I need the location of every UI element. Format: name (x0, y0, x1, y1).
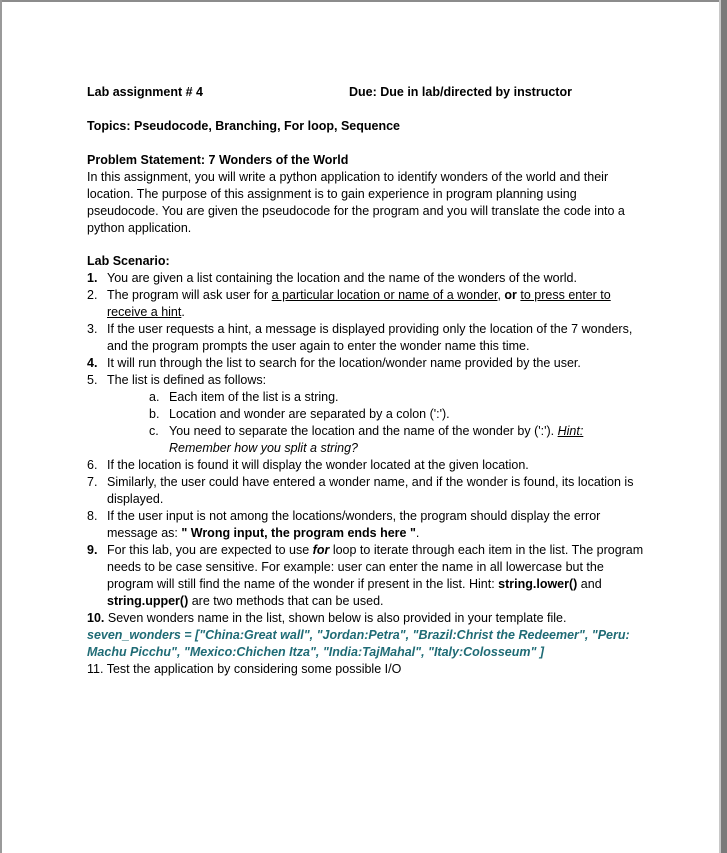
scrollbar[interactable] (721, 0, 727, 853)
list-item-10: 10. Seven wonders name in the list, shown below is also provided in your template file. (87, 611, 567, 625)
underlined-phrase: to press enter to receive a hint (107, 288, 611, 319)
list-item: 3. If the user requests a hint, a message is displayed providing only the location of the 7 wonders, and the program prompts the user again to enter the wonder name this time. (87, 322, 633, 353)
sub-list-item: c. You need to separate the location and the name of the wonder by (':'). Hint: Remember how you split a string? (149, 424, 584, 455)
list-item: 9. For this lab, you are expected to use for loop to iterate through each item in the list. The program needs to be case sensitive. For example: user can enter the name in all lowercase but the program will still find the name of the wonder if present in the list. Hint: string.lower() and string.upper() are two methods that can be used. (87, 543, 644, 608)
due-date: Due: Due in lab/directed by instructor (349, 85, 572, 99)
code-line: seven_wonders = ["China:Great wall", "Jordan:Petra", "Brazil:Christ the Redeemer", "Peru: Machu Picchu", "Mexico:Chichen Itza", "India:TajMahal", "Italy:Colosseum" ] (87, 628, 630, 659)
list-item: 7. Similarly, the user could have entered a wonder name, and if the wonder is found, its location is displayed. (87, 475, 634, 506)
list-item: 1. You are given a list containing the location and the name of the wonders of the world. (87, 271, 577, 285)
list-item: 6. If the location is found it will display the wonder located at the given location. (87, 458, 529, 472)
sub-list-item: b. Location and wonder are separated by a colon (':'). (149, 407, 450, 421)
list-item: 8. If the user input is not among the locations/wonders, the program should display the error message as: " Wrong input, the program ends here ". (87, 509, 601, 540)
list-item: 5. The list is defined as follows: a. Each item of the list is a string. b. Location and wonder are separated by a colon (':'). c. You need to separate the location and the name of the wonder by (':'). Hint: Remember how you split a string? (87, 372, 647, 457)
method-name: string.lower() (498, 577, 578, 591)
window-top-border (0, 0, 727, 2)
window-left-border (0, 0, 2, 853)
hint-label: Hint: (557, 424, 584, 438)
method-name: string.upper() (107, 594, 189, 608)
scenario-list (87, 270, 647, 610)
list-item: 2. The program will ask user for a particular location or name of a wonder, or to press enter to receive a hint. (87, 288, 611, 319)
problem-title: Problem Statement: 7 Wonders of the World (87, 153, 349, 167)
problem-body: In this assignment, you will write a python application to identify wonders of the world and their location. The purpose of this assignment is to gain experience in program planning using pseudocode. You are given the pseudocode for the program and you will translate the code into a python application. (87, 170, 625, 235)
underlined-phrase: a particular location or name of a wonder (271, 288, 498, 302)
list-item-11: 11. Test the application by considering some possible I/O (87, 662, 402, 676)
document-page (87, 84, 647, 678)
scenario-title: Lab Scenario: (87, 254, 170, 268)
sub-list-item: a. Each item of the list is a string. (149, 390, 339, 404)
topics: Topics: Pseudocode, Branching, For loop, Sequence (87, 119, 401, 133)
assignment-number: Lab assignment # 4 (87, 85, 204, 99)
sub-list (107, 389, 647, 457)
list-item: 4. It will run through the list to search for the location/wonder name provided by the user. (87, 356, 581, 370)
header-row (87, 84, 647, 101)
